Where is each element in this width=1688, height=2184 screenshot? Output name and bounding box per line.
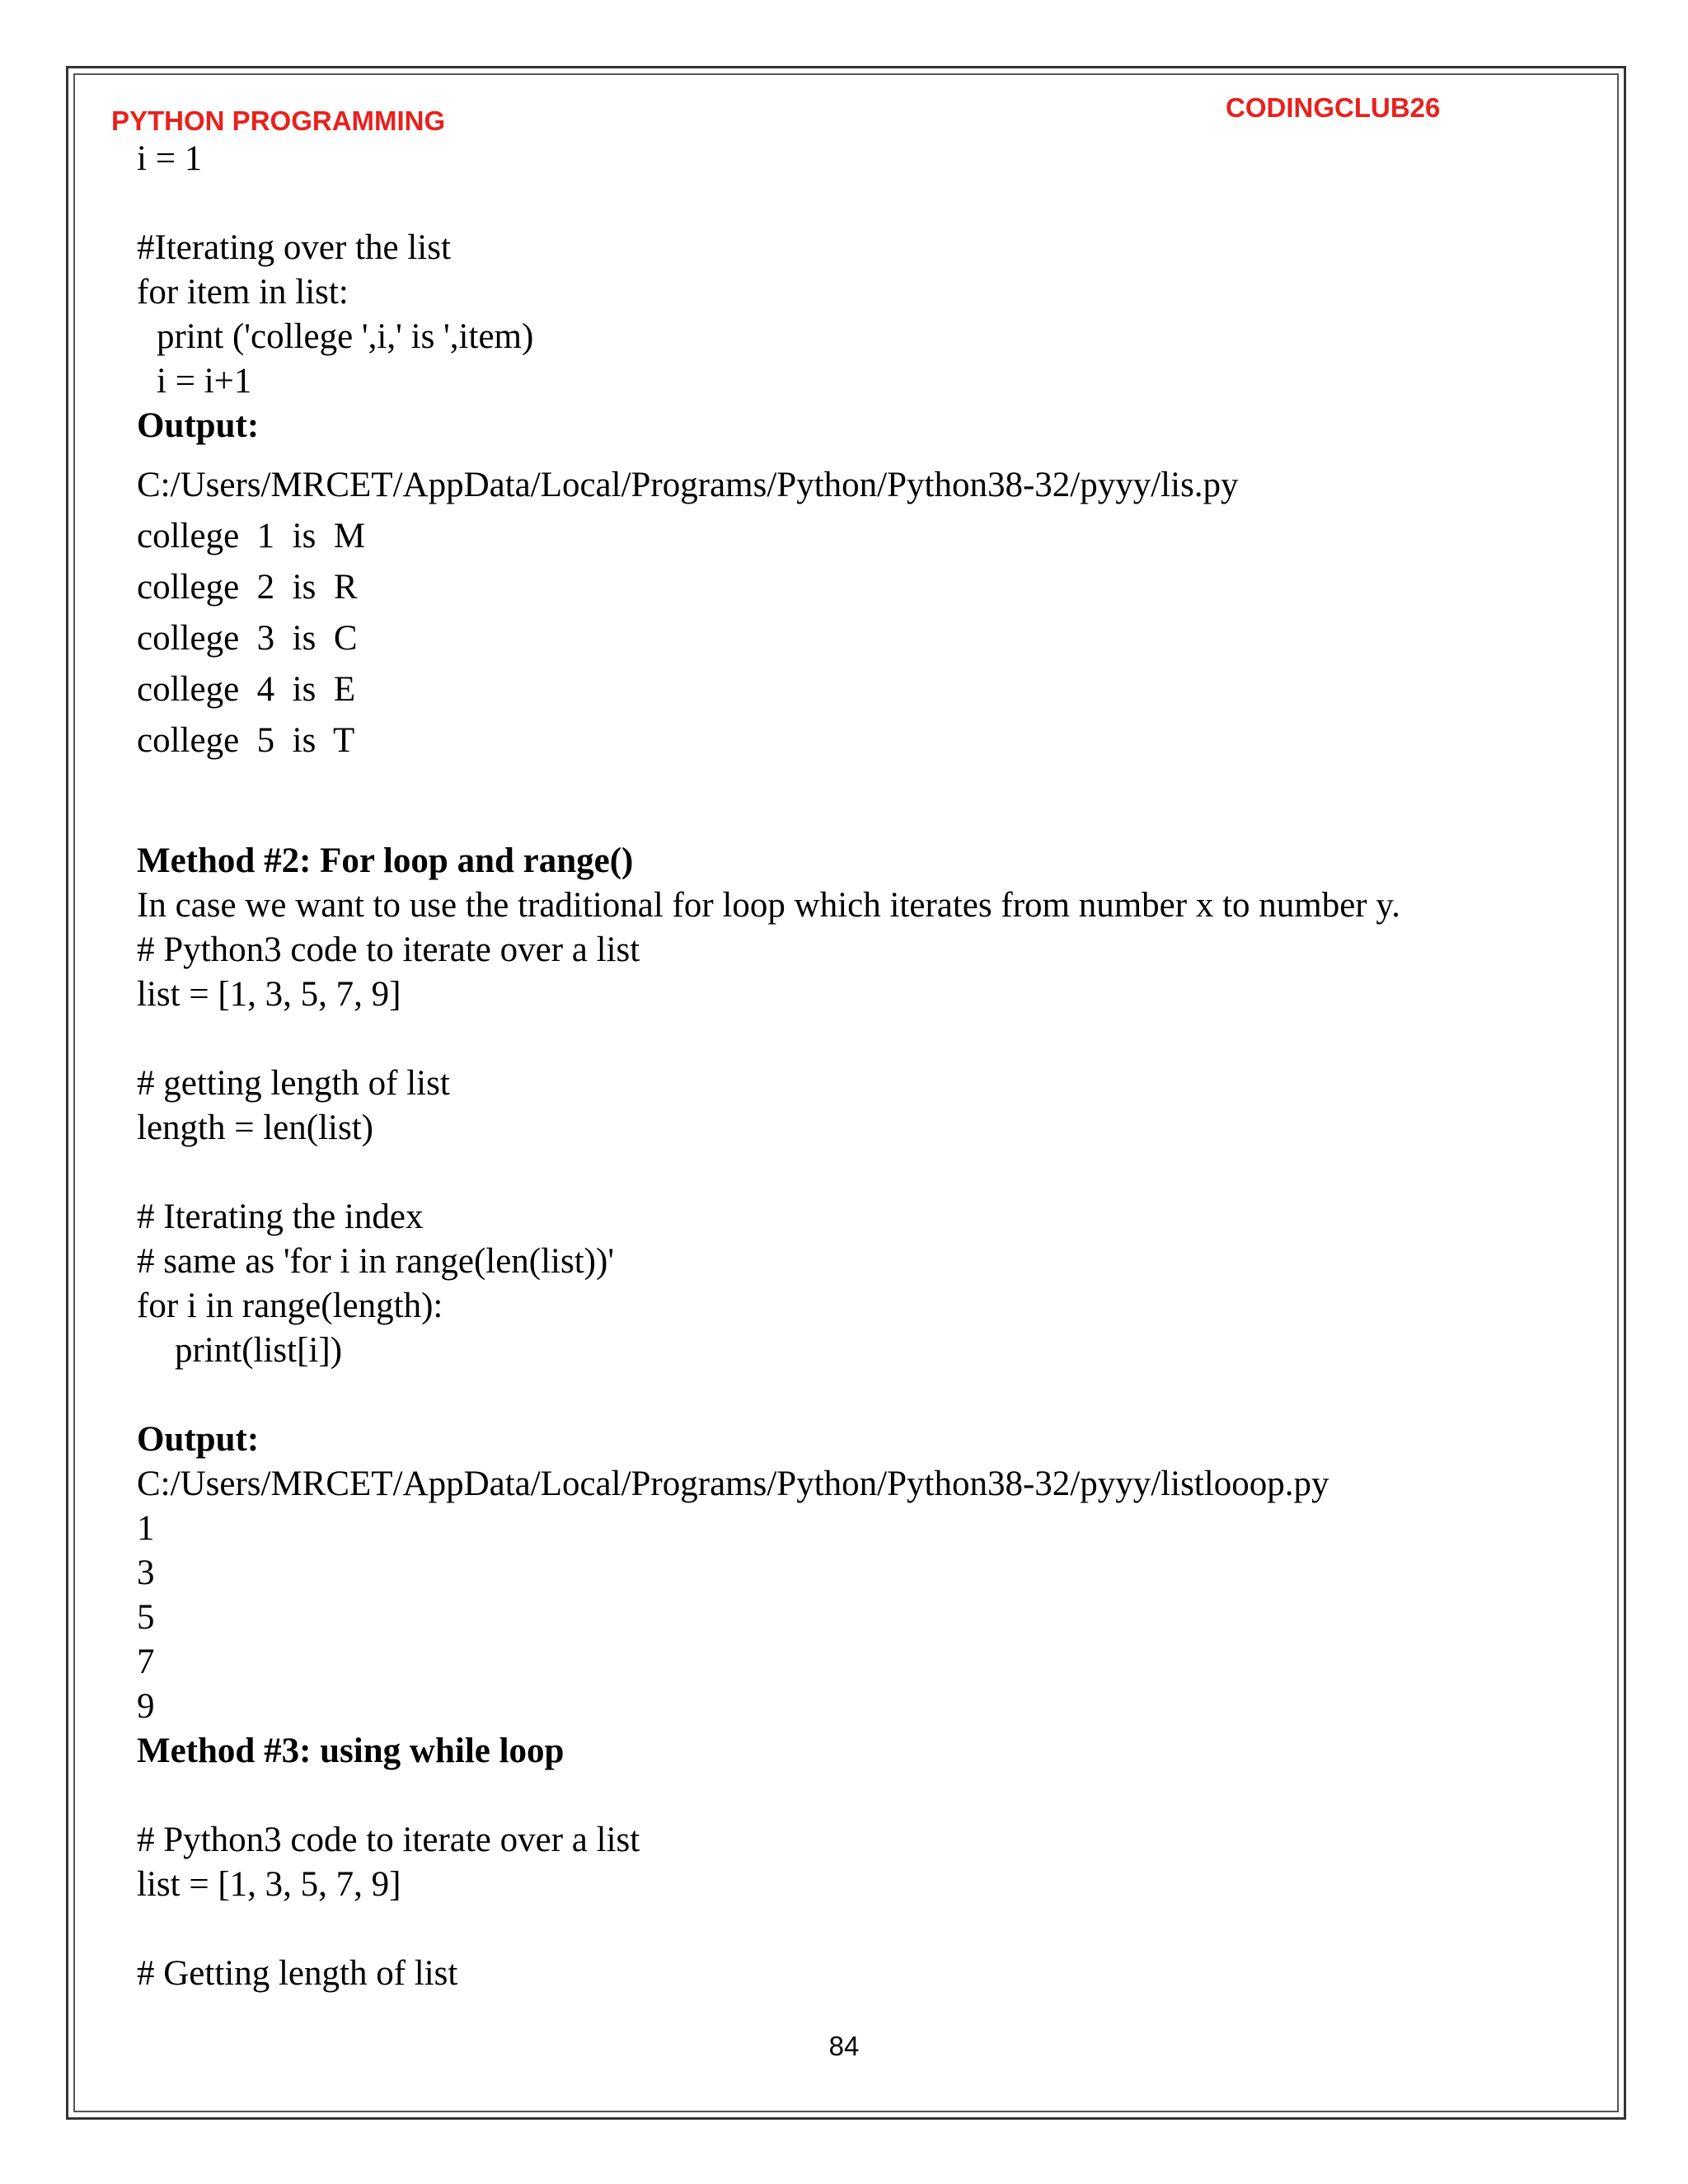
code-line: i = i+1 [157, 362, 252, 401]
spacer [137, 1151, 1538, 1195]
output-path: C:/Users/MRCET/AppData/Local/Programs/Python/Python38-32/pyyy/lis.py [137, 466, 1239, 504]
output-path: C:/Users/MRCET/AppData/Local/Programs/Python/Python38-32/pyyy/listlooop.py [137, 1465, 1329, 1503]
output-line: college 1 is M [137, 517, 366, 555]
code-line: for item in list: [137, 273, 349, 312]
output-heading: Output: [137, 1420, 260, 1459]
code-line: i = 1 [137, 139, 203, 178]
output-line: 9 [137, 1687, 155, 1726]
code-line: # Iterating the index [137, 1197, 424, 1236]
method-2-description: In case we want to use the traditional for loop which iterates from number x to number y. [137, 886, 1400, 925]
output-line: college 2 is R [137, 568, 358, 607]
method-2-heading: Method #2: For loop and range() [137, 841, 634, 880]
header-club-title: CODINGCLUB26 [1226, 92, 1441, 123]
output-line: 5 [137, 1598, 155, 1637]
method-3-heading: Method #3: using while loop [137, 1732, 565, 1770]
spacer [137, 1907, 1538, 1952]
code-line: print ('college ',i,' is ',item) [157, 317, 534, 356]
code-line: list = [1, 3, 5, 7, 9] [137, 975, 401, 1014]
spacer [137, 766, 1538, 839]
spacer [137, 448, 1538, 460]
page-number: 84 [828, 2031, 860, 2061]
output-line: college 3 is C [137, 619, 358, 658]
code-line: # Getting length of list [137, 1954, 458, 1993]
code-line: length = len(list) [137, 1108, 373, 1147]
output-line: 1 [137, 1509, 155, 1548]
output-line: 3 [137, 1554, 155, 1592]
code-line: print(list[i]) [175, 1331, 343, 1370]
code-line: # getting length of list [137, 1064, 450, 1103]
spacer [137, 1373, 1538, 1418]
spacer [137, 1774, 1538, 1818]
header-subject-title: PYTHON PROGRAMMING [111, 105, 446, 136]
output-line: college 5 is T [137, 721, 355, 760]
page-content [137, 137, 1538, 1996]
spacer [137, 181, 1538, 226]
code-line: # same as 'for i in range(len(list))' [137, 1242, 615, 1281]
code-line: # Python3 code to iterate over a list [137, 930, 640, 969]
code-line: #Iterating over the list [137, 228, 451, 267]
code-line: list = [1, 3, 5, 7, 9] [137, 1865, 401, 1904]
output-line: 7 [137, 1643, 155, 1681]
output-heading: Output: [137, 406, 260, 445]
output-line: college 4 is E [137, 670, 356, 709]
spacer [137, 1017, 1538, 1062]
code-line: # Python3 code to iterate over a list [137, 1821, 640, 1859]
code-line: for i in range(length): [137, 1286, 443, 1325]
